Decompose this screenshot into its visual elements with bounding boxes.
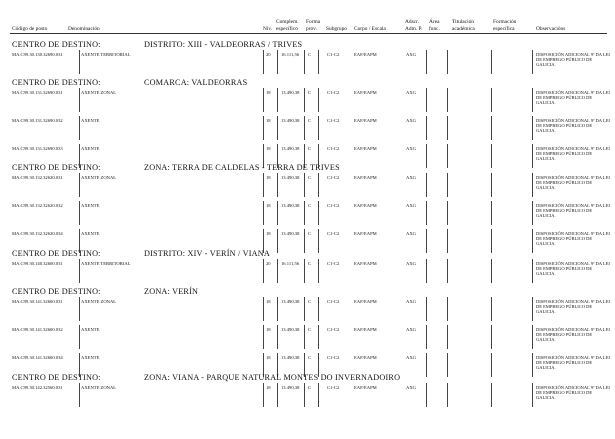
column-divider (318, 116, 319, 140)
section-label: CENTRO DE DESTINO: (12, 287, 101, 296)
cell-codigo: MA.C99.30.131.32690.033 (12, 146, 63, 151)
column-divider (426, 144, 427, 168)
table-row (0, 118, 615, 142)
header-subgrupo: Subgrupo (326, 26, 347, 32)
cell-denominacion: AXENTE ZONAL (81, 175, 117, 180)
cell-nivel: 18 (266, 385, 271, 390)
column-divider (447, 325, 448, 349)
cell-subgrupo: C1-C2 (327, 52, 340, 57)
cell-corpo: EAF/EAPM (354, 355, 377, 360)
header-academica: académica (452, 26, 475, 32)
cell-subgrupo: C1-C2 (327, 90, 340, 95)
cell-nivel: 18 (266, 231, 271, 236)
column-divider (318, 259, 319, 283)
column-divider (447, 144, 448, 168)
cell-corpo: EAF/EAPM (354, 261, 377, 266)
column-divider (532, 325, 533, 349)
column-divider (304, 201, 305, 225)
cell-nivel: 18 (266, 90, 271, 95)
column-divider (491, 88, 492, 112)
column-divider (447, 88, 448, 112)
column-divider (447, 259, 448, 283)
header-especifico: específico (276, 26, 298, 32)
header-func: func. (429, 26, 440, 32)
header-forma: Forma (306, 19, 321, 25)
column-divider (79, 116, 80, 140)
cell-adscr: AXG (406, 203, 416, 208)
cell-complemento: 13.490,38 (281, 299, 300, 304)
cell-corpo: EAF/EAPM (354, 52, 377, 57)
column-divider (447, 50, 448, 74)
cell-subgrupo: C1-C2 (327, 355, 340, 360)
cell-observacions: DISPOSICIÓN ADICIONAL 9ª DA LEI DE EMPREGO PÚBLICO DE GALICIA. (536, 385, 610, 401)
column-divider (263, 88, 264, 112)
cell-subgrupo: C1-C2 (327, 118, 340, 123)
column-divider (426, 259, 427, 283)
cell-subgrupo: C1-C2 (327, 299, 340, 304)
cell-adscr: AXG (406, 327, 416, 332)
cell-forma-prov: C (308, 327, 312, 332)
column-divider (304, 259, 305, 283)
cell-corpo: EAF/EAPM (354, 175, 377, 180)
header-area: Área (429, 19, 440, 25)
cell-subgrupo: C1-C2 (327, 231, 340, 236)
cell-forma-prov: C (308, 261, 312, 266)
table-row (0, 299, 615, 323)
cell-denominacion: AXENTE ZONAL (81, 299, 117, 304)
column-divider (426, 297, 427, 321)
cell-observacions: DISPOSICIÓN ADICIONAL 9ª DA LEI DE EMPREGO PÚBLICO DE GALICIA. (536, 146, 610, 162)
cell-denominacion: AXENTE (81, 146, 100, 151)
cell-subgrupo: C1-C2 (327, 203, 340, 208)
column-divider (263, 325, 264, 349)
cell-complemento: 13.490,38 (281, 203, 300, 208)
cell-denominacion: AXENTE (81, 327, 100, 332)
column-divider (79, 297, 80, 321)
cell-adscr: AXG (406, 146, 416, 151)
cell-nivel: 18 (266, 299, 271, 304)
column-divider (491, 173, 492, 197)
column-divider (277, 259, 278, 283)
cell-forma-prov: C (308, 118, 312, 123)
column-divider (426, 201, 427, 225)
column-divider (304, 297, 305, 321)
column-divider (532, 383, 533, 407)
cell-codigo: MA.C99.30.130.32690.031 (12, 52, 63, 57)
cell-codigo: MA.C99.30.132.32620.032 (12, 203, 63, 208)
column-divider (79, 50, 80, 74)
cell-corpo: EAF/EAPM (354, 203, 377, 208)
cell-forma-prov: C (308, 175, 312, 180)
column-divider (277, 173, 278, 197)
table-row (0, 385, 615, 409)
cell-corpo: EAF/EAPM (354, 146, 377, 151)
column-divider (491, 297, 492, 321)
header-denominacion: Denominación (68, 26, 100, 32)
column-divider (318, 325, 319, 349)
header-adscr: Adscr. (405, 19, 419, 25)
table-row (0, 52, 615, 76)
column-divider (277, 88, 278, 112)
column-divider (263, 259, 264, 283)
column-divider (532, 173, 533, 197)
column-divider (532, 50, 533, 74)
cell-adscr: AXG (406, 261, 416, 266)
column-divider (447, 353, 448, 377)
cell-codigo: MA.C99.30.141.32600.034 (12, 355, 63, 360)
section-label: CENTRO DE DESTINO: (12, 78, 101, 87)
cell-observacions: DISPOSICIÓN ADICIONAL 9ª DA LEI DE EMPREGO PÚBLICO DE GALICIA. (536, 231, 610, 247)
cell-corpo: EAF/EAPM (354, 231, 377, 236)
column-divider (532, 259, 533, 283)
cell-observacions: DISPOSICIÓN ADICIONAL 9ª DA LEI DE EMPREGO PÚBLICO DE GALICIA. (536, 299, 610, 315)
cell-subgrupo: C1-C2 (327, 327, 340, 332)
column-divider (79, 88, 80, 112)
cell-complemento: 13.490,38 (281, 146, 300, 151)
column-divider (318, 229, 319, 253)
column-divider (447, 201, 448, 225)
cell-subgrupo: C1-C2 (327, 261, 340, 266)
header-titulacion: Titulación (452, 19, 474, 25)
column-divider (79, 201, 80, 225)
column-divider (304, 88, 305, 112)
column-divider (426, 353, 427, 377)
section-name: DISTRITO: XIII - VALDEORRAS / TRIVES (144, 40, 303, 49)
section-label: CENTRO DE DESTINO: (12, 40, 101, 49)
cell-denominacion: AXENTE (81, 355, 100, 360)
cell-codigo: MA.C99.30.142.32560.031 (12, 385, 63, 390)
column-divider (277, 383, 278, 407)
cell-codigo: MA.C99.30.132.32620.034 (12, 231, 63, 236)
column-divider (532, 201, 533, 225)
cell-adscr: AXG (406, 90, 416, 95)
column-divider (532, 297, 533, 321)
cell-denominacion: AXENTE (81, 231, 100, 236)
cell-forma-prov: C (308, 231, 312, 236)
cell-nivel: 18 (266, 355, 271, 360)
column-divider (304, 229, 305, 253)
column-divider (318, 50, 319, 74)
column-divider (491, 201, 492, 225)
column-divider (532, 88, 533, 112)
cell-codigo: MA.C99.30.132.32620.031 (12, 175, 63, 180)
cell-adscr: AXG (406, 175, 416, 180)
table-row (0, 261, 615, 285)
column-divider (263, 383, 264, 407)
column-divider (304, 383, 305, 407)
column-divider (447, 383, 448, 407)
header-rule (10, 33, 607, 34)
column-divider (447, 229, 448, 253)
cell-subgrupo: C1-C2 (327, 175, 340, 180)
header-prov: prov. (306, 26, 317, 32)
cell-complemento: 16.111,56 (281, 52, 300, 57)
column-divider (426, 383, 427, 407)
column-divider (277, 325, 278, 349)
table-row (0, 327, 615, 351)
column-divider (263, 50, 264, 74)
cell-corpo: EAF/EAPM (354, 90, 377, 95)
cell-complemento: 13.490,38 (281, 118, 300, 123)
cell-observacions: DISPOSICIÓN ADICIONAL 9ª DA LEI DE EMPREGO PÚBLICO DE GALICIA. (536, 175, 610, 191)
column-divider (491, 116, 492, 140)
column-divider (426, 50, 427, 74)
table-row (0, 203, 615, 227)
cell-adscr: AXG (406, 52, 416, 57)
cell-nivel: 18 (266, 118, 271, 123)
section-name: ZONA: TERRA DE CALDELAS - TERRA DE TRIVES (144, 163, 340, 172)
cell-corpo: EAF/EAPM (354, 385, 377, 390)
column-divider (318, 201, 319, 225)
cell-forma-prov: C (308, 299, 312, 304)
section-name: DISTRITO: XIV - VERÍN / VIANA (144, 249, 270, 258)
column-divider (447, 116, 448, 140)
column-divider (426, 325, 427, 349)
header-complemento: Complem. (276, 19, 299, 25)
cell-nivel: 18 (266, 146, 271, 151)
column-divider (426, 229, 427, 253)
cell-adscr: AXG (406, 118, 416, 123)
column-divider (532, 144, 533, 168)
header-formacion: Formación (493, 19, 517, 25)
cell-complemento: 13.490,38 (281, 175, 300, 180)
header-nivel: Nív. (263, 26, 273, 32)
cell-forma-prov: C (308, 52, 312, 57)
column-divider (79, 173, 80, 197)
cell-observacions: DISPOSICIÓN ADICIONAL 9ª DA LEI DE EMPREGO PÚBLICO DE GALICIA. (536, 261, 610, 277)
cell-observacions: DISPOSICIÓN ADICIONAL 9ª DA LEI DE EMPREGO PÚBLICO DE GALICIA. (536, 355, 610, 371)
cell-nivel: 18 (266, 175, 271, 180)
column-divider (491, 50, 492, 74)
column-divider (263, 116, 264, 140)
cell-complemento: 13.490,38 (281, 355, 300, 360)
column-divider (277, 116, 278, 140)
section-name: COMARCA: VALDEORRAS (144, 78, 248, 87)
cell-denominacion: AXENTE TERRITORIAL (81, 261, 131, 266)
cell-forma-prov: C (308, 355, 312, 360)
cell-complemento: 16.111,56 (281, 261, 300, 266)
cell-codigo: MA.C99.30.131.32690.031 (12, 90, 63, 95)
cell-adscr: AXG (406, 231, 416, 236)
cell-observacions: DISPOSICIÓN ADICIONAL 9ª DA LEI DE EMPREGO PÚBLICO DE GALICIA. (536, 90, 610, 106)
cell-denominacion: AXENTE ZONAL (81, 385, 117, 390)
column-divider (426, 173, 427, 197)
column-divider (491, 229, 492, 253)
column-divider (277, 229, 278, 253)
cell-adscr: AXG (406, 299, 416, 304)
cell-codigo: MA.C99.30.131.32690.032 (12, 118, 63, 123)
cell-forma-prov: C (308, 146, 312, 151)
cell-forma-prov: C (308, 385, 312, 390)
section-name: ZONA: VIANA - PARQUE NATURAL MONTES DO INVERNADOIRO (144, 373, 401, 382)
section-name: ZONA: VERÍN (144, 287, 199, 296)
column-divider (79, 325, 80, 349)
cell-complemento: 13.490,38 (281, 385, 300, 390)
cell-denominacion: AXENTE TERRITORIAL (81, 52, 131, 57)
column-divider (426, 88, 427, 112)
column-divider (491, 259, 492, 283)
header-formacion-especifica: específica (493, 26, 515, 32)
column-divider (304, 116, 305, 140)
column-divider (304, 325, 305, 349)
section-label: CENTRO DE DESTINO: (12, 163, 101, 172)
column-divider (318, 173, 319, 197)
column-divider (277, 297, 278, 321)
column-divider (426, 116, 427, 140)
section-label: CENTRO DE DESTINO: (12, 249, 101, 258)
cell-complemento: 13.490,38 (281, 231, 300, 236)
column-divider (277, 201, 278, 225)
column-divider (491, 383, 492, 407)
cell-observacions: DISPOSICIÓN ADICIONAL 9ª DA LEI DE EMPREGO PÚBLICO DE GALICIA. (536, 327, 610, 343)
column-divider (318, 383, 319, 407)
column-divider (304, 50, 305, 74)
column-divider (447, 173, 448, 197)
column-divider (263, 297, 264, 321)
cell-codigo: MA.C99.30.141.32600.032 (12, 327, 63, 332)
cell-corpo: EAF/EAPM (354, 299, 377, 304)
cell-observacions: DISPOSICIÓN ADICIONAL 9ª DA LEI DE EMPREGO PÚBLICO DE GALICIA. (536, 203, 610, 219)
header-observacions: Observacións (536, 26, 566, 32)
cell-corpo: EAF/EAPM (354, 327, 377, 332)
column-divider (491, 144, 492, 168)
cell-complemento: 13.490,38 (281, 90, 300, 95)
column-divider (79, 383, 80, 407)
cell-observacions: DISPOSICIÓN ADICIONAL 9ª DA LEI DE EMPREGO PÚBLICO DE GALICIA. (536, 52, 610, 68)
column-divider (532, 116, 533, 140)
cell-denominacion: AXENTE (81, 118, 100, 123)
column-divider (263, 201, 264, 225)
table-row (0, 175, 615, 199)
header-codigo: Código de posto (12, 26, 48, 32)
cell-corpo: EAF/EAPM (354, 118, 377, 123)
header-adm-p: Adm. P. (405, 26, 423, 32)
cell-denominacion: AXENTE (81, 203, 100, 208)
column-divider (263, 173, 264, 197)
cell-nivel: 20 (266, 52, 271, 57)
column-divider (491, 353, 492, 377)
cell-nivel: 18 (266, 203, 271, 208)
column-divider (532, 229, 533, 253)
cell-nivel: 20 (266, 261, 271, 266)
cell-subgrupo: C1-C2 (327, 385, 340, 390)
cell-forma-prov: C (308, 90, 312, 95)
cell-observacions: DISPOSICIÓN ADICIONAL 9ª DA LEI DE EMPREGO PÚBLICO DE GALICIA. (536, 118, 610, 134)
cell-adscr: AXG (406, 385, 416, 390)
cell-forma-prov: C (308, 203, 312, 208)
column-divider (491, 325, 492, 349)
column-divider (79, 259, 80, 283)
cell-nivel: 18 (266, 327, 271, 332)
column-divider (277, 50, 278, 74)
section-label: CENTRO DE DESTINO: (12, 373, 101, 382)
cell-subgrupo: C1-C2 (327, 146, 340, 151)
cell-complemento: 13.490,38 (281, 327, 300, 332)
column-divider (318, 88, 319, 112)
cell-adscr: AXG (406, 355, 416, 360)
column-divider (304, 173, 305, 197)
column-divider (532, 353, 533, 377)
cell-codigo: MA.C99.30.140.32600.031 (12, 261, 63, 266)
table-row (0, 90, 615, 114)
header-corpo: Corpo / Escala (354, 26, 386, 32)
cell-codigo: MA.C99.30.141.32600.031 (12, 299, 63, 304)
column-divider (318, 297, 319, 321)
cell-denominacion: AXENTE ZONAL (81, 90, 117, 95)
column-divider (447, 297, 448, 321)
